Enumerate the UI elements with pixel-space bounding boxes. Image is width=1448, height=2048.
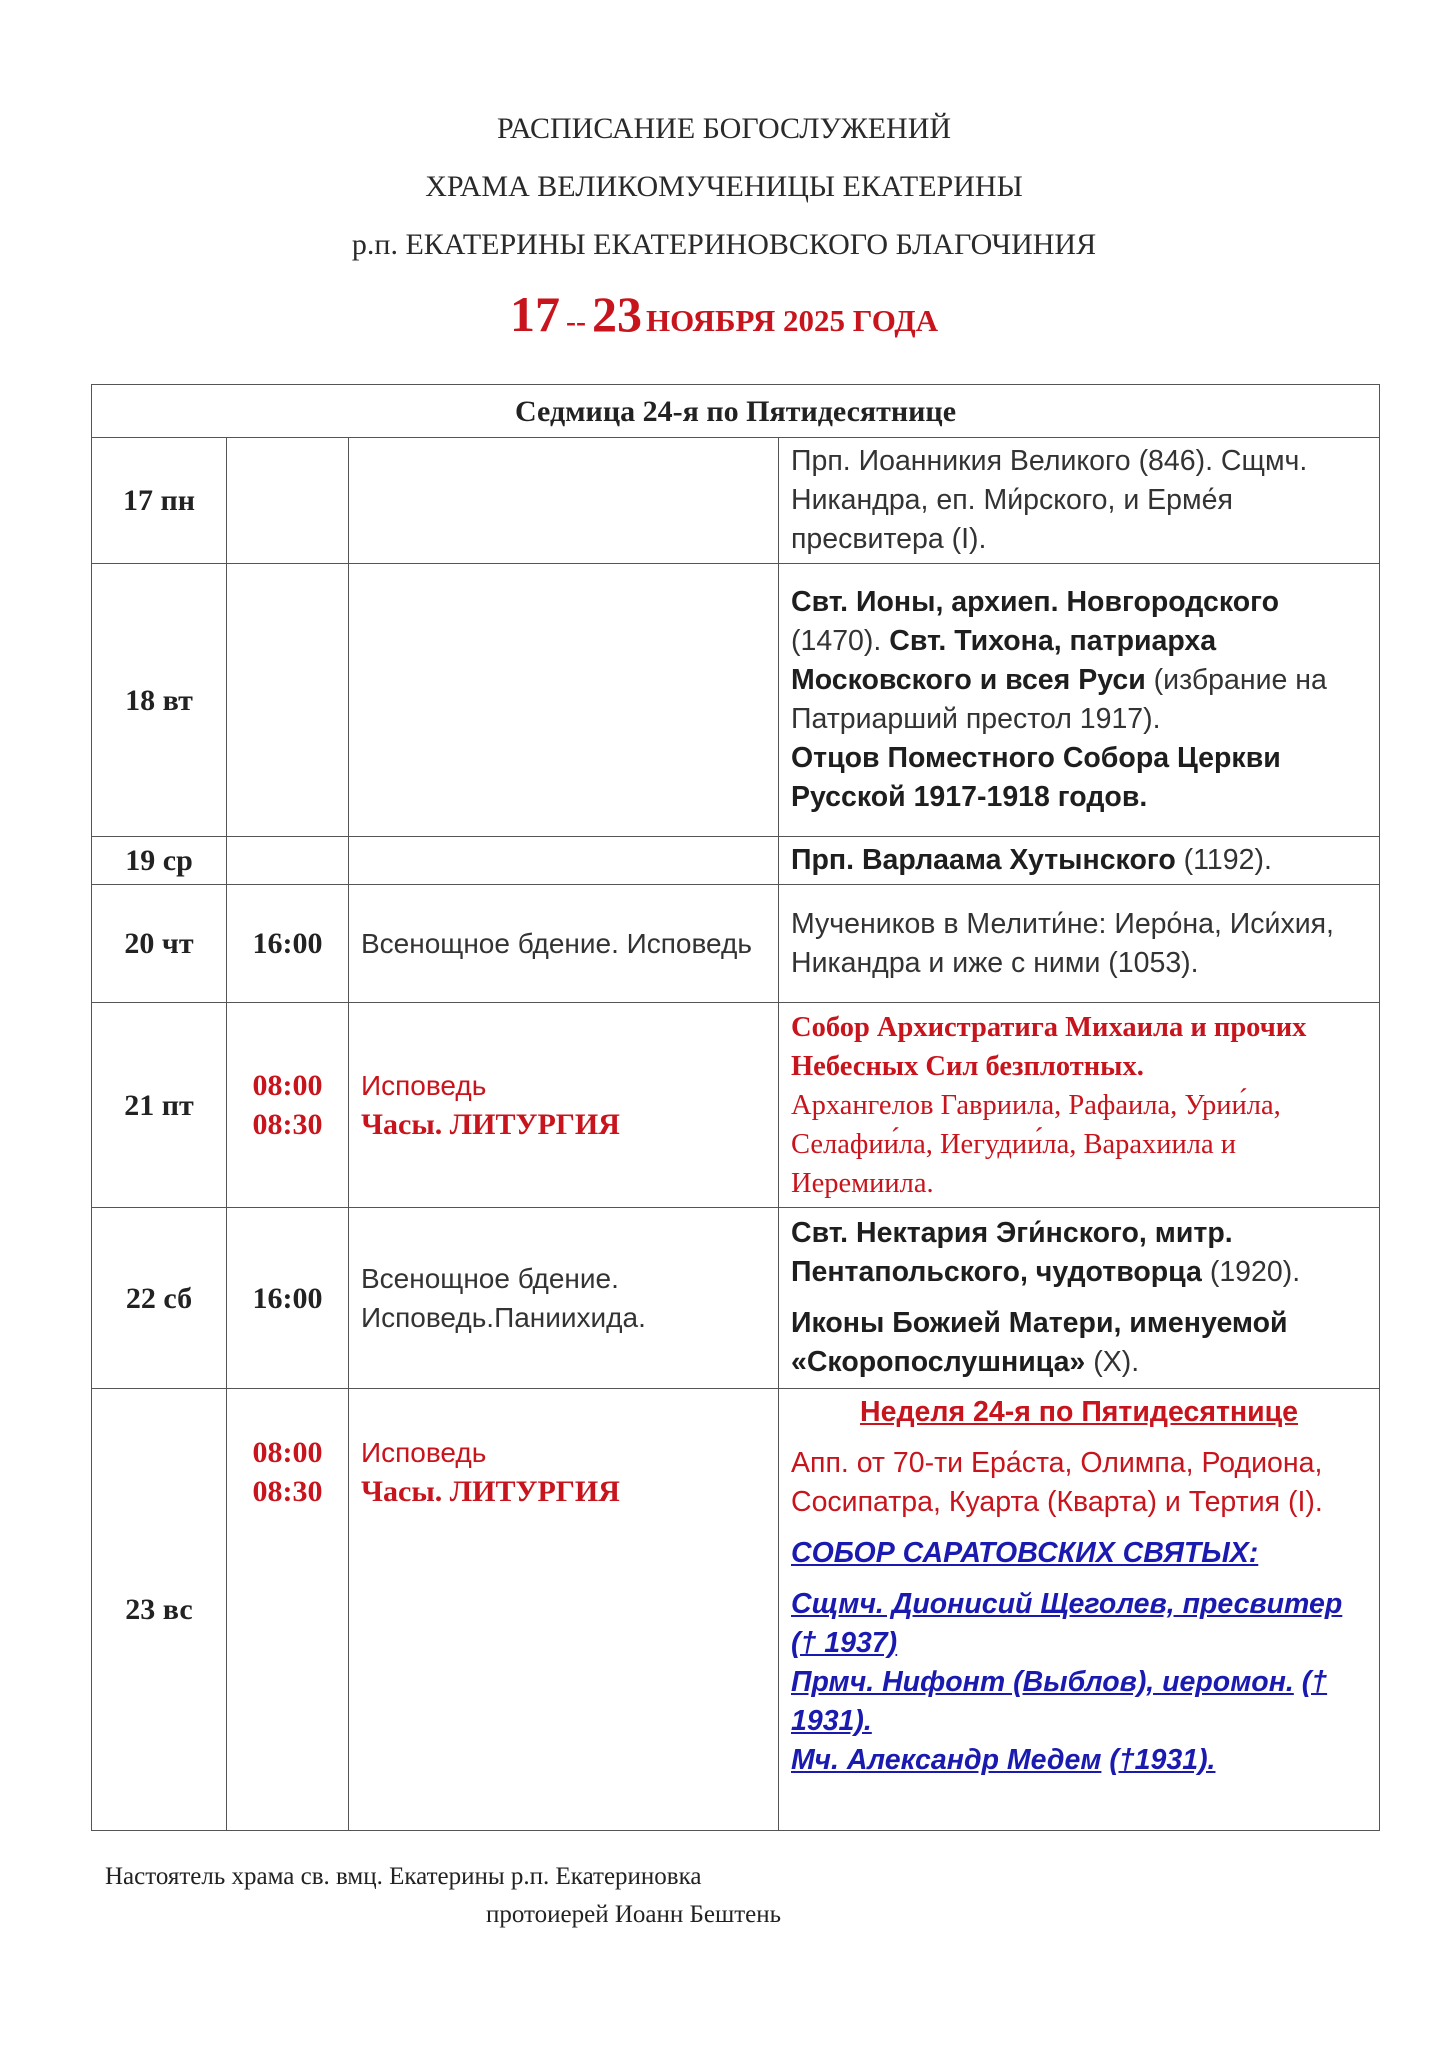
archangels: Архангелов Гавриила, Рафаила, Урии́ла, Селафии́ла, Иегудии́ла, Варахиила и Иеремиила. [791,1089,1281,1199]
saints-cell: Прп. Иоанникия Великого (846). Сщмч. Никандра, еп. Ми́рского, и Ерме́я пресвитера (I). [779,438,1380,564]
service-cell [349,1003,779,1208]
date-separator: -- [565,305,586,338]
sunday-title: Неделя 24-я по Пятидесятнице [860,1396,1299,1428]
day-cell: 22 сб [92,1208,227,1389]
header-line-1: РАСПИСАНИЕ БОГОСЛУЖЕНИЙ [496,112,952,145]
time-cell [227,438,349,564]
saint-note: (X). [1093,1346,1140,1378]
time-1: 08:00 [252,1436,323,1469]
feast-title: Собор Архистратига Михаила и прочих Небесных Сил безплотных. [791,1011,1307,1082]
saint-year: (1920). [1209,1256,1301,1288]
service-2: Часы. ЛИТУРГИЯ [361,1108,620,1141]
day-cell: 17 пн [92,438,227,564]
saints-cell [779,1208,1380,1389]
service-1: Исповедь [361,1070,487,1101]
martyr-name: Прмч. Нифонт (Выблов), иеромон. [791,1666,1294,1698]
saint-name: Отцов Поместного Собора Церкви Русской 1917-1918 годов. [791,742,1281,813]
day-cell: 21 пт [92,1003,227,1208]
saint-name: Прп. Варлаама Хутынского [791,844,1176,876]
date-to: 23 [591,286,642,342]
service-1: Исповедь [361,1437,487,1468]
saint-name: Свт. Ионы, архиеп. Новгородского [791,586,1280,618]
saints-cell [779,564,1380,837]
service-cell [349,564,779,837]
martyr-name: Мч. Александр Медем [791,1744,1102,1776]
time-cell: 16:00 [227,1208,349,1389]
schedule-header [0,100,1448,357]
time-cell: 16:00 [227,885,349,1003]
signature-block [105,1858,781,1934]
saint-note: (избрание на Патриарший престол 1917). [791,664,1327,735]
saint-year: (1470). [791,625,882,657]
date-range [0,284,1448,357]
service-cell: Всенощное бдение. Исповедь.Паниихида. [349,1208,779,1389]
table-row [92,438,1380,564]
martyr-year: († 1931). [791,1666,1328,1737]
saint-year: (1192). [1183,844,1272,876]
time-2: 08:30 [252,1475,323,1508]
service-cell: Всенощное бдение. Исповедь [349,885,779,1003]
table-row [92,1208,1380,1389]
table-row [92,885,1380,1003]
date-month-year: НОЯБРЯ 2025 ГОДА [645,303,939,338]
week-title-row [92,385,1380,438]
martyr-year: (†1931). [1109,1744,1216,1776]
table-row [92,564,1380,837]
service-2: Часы. ЛИТУРГИЯ [361,1475,620,1508]
day-cell: 18 вт [92,564,227,837]
table-row [92,837,1380,885]
rector-title: Настоятель храма св. вмц. Екатерины р.п. Екатериновка [105,1863,702,1890]
date-from: 17 [509,286,560,342]
time-cell [227,1389,349,1831]
saints-cell [779,1003,1380,1208]
day-cell: 23 вс [92,1389,227,1831]
service-cell [349,1389,779,1831]
time-cell [227,837,349,885]
apostles: Апп. от 70-ти Ера́ста, Олимпа, Родиона, Сосипатра, Куарта (Кварта) и Тертия (I). [791,1447,1323,1518]
day-cell: 20 чт [92,885,227,1003]
saint-name: Свт. Тихона, патриарха Московского и всея Руси [791,625,1217,696]
service-cell [349,837,779,885]
header-line-3: р.п. ЕКАТЕРИНЫ ЕКАТЕРИНОВСКОГО БЛАГОЧИНИЯ [351,228,1097,261]
saints-cell: Мучеников в Мелити́не: Иеро́на, Иси́хия, Никандра и иже с ними (1053). [779,885,1380,1003]
time-cell [227,1003,349,1208]
header-line-2: ХРАМА ВЕЛИКОМУЧЕНИЦЫ ЕКАТЕРИНЫ [425,170,1023,203]
time-1: 08:00 [252,1069,323,1102]
table-row [92,1389,1380,1831]
saratov-council-title: СОБОР САРАТОВСКИХ СВЯТЫХ: [791,1537,1259,1569]
saints-cell [779,837,1380,885]
saint-name: Свт. Нектария Эги́нского, митр. Пентапольского, чудотворца [791,1217,1233,1288]
week-title: Седмица 24-я по Пятидесятнице [92,385,1380,438]
day-cell: 19 ср [92,837,227,885]
table-row [92,1003,1380,1208]
time-cell [227,564,349,837]
martyr-year: († 1937) [791,1627,898,1659]
martyr-name: Сщмч. Дионисий Щеголев, пресвитер [791,1588,1343,1620]
service-cell [349,438,779,564]
time-2: 08:30 [252,1108,323,1141]
saints-cell [779,1389,1380,1831]
schedule-table [91,384,1380,1831]
rector-name: протоиерей Иоанн Бештень [486,1901,782,1928]
saint-name: Иконы Божией Матери, именуемой «Скоропослушница» [791,1307,1288,1378]
